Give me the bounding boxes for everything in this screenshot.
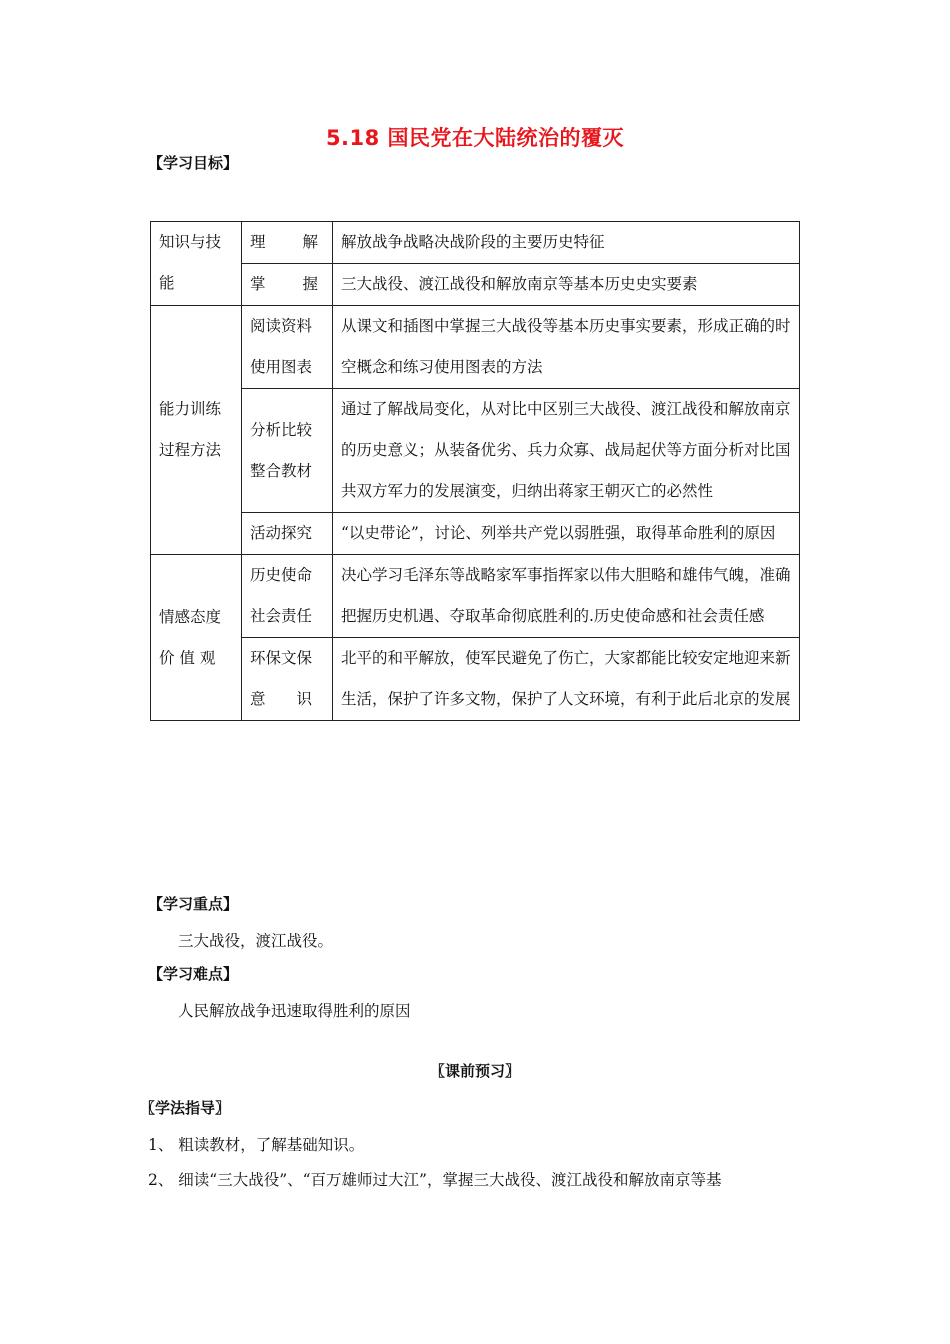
row-label: 历史使命社会责任 (242, 555, 333, 638)
table-row (151, 638, 800, 721)
row-label: 分析比较整合教材 (242, 389, 333, 513)
row-content: 北平的和平解放，使军民避免了伤亡，大家都能比较安定地迎来新生活，保护了许多文物，保护了人文环境，有利于此后北京的发展 (333, 638, 800, 721)
goals-heading: 【学习目标】 (148, 154, 239, 172)
table-row (151, 222, 800, 264)
method-item: 2、 细读“三大战役”、“百万雄师过大江”，掌握三大战役、渡江战役和解放南京等基 (148, 1171, 722, 1189)
category-emotion: 情感态度价 值 观 (151, 555, 242, 721)
row-label: 环保文保意 识 (242, 638, 333, 721)
table-row (151, 513, 800, 555)
row-content: 通过了解战局变化，从对比中区别三大战役、渡江战役和解放南京的历史意义；从装备优劣、兵力众寡、战局起伏等方面分析对比国共双方军力的发展演变，归纳出蒋家王朝灭亡的必然性 (333, 389, 800, 513)
page-title: 5.18 国民党在大陆统治的覆灭 (325, 126, 625, 150)
row-content: 决心学习毛泽东等战略家军事指挥家以伟大胆略和雄伟气魄，准确把握历史机遇、夺取革命彻底胜利的.历史使命感和社会责任感 (333, 555, 800, 638)
category-ability: 能力训练过程方法 (151, 306, 242, 555)
row-content: 三大战役、渡江战役和解放南京等基本历史史实要素 (333, 264, 800, 306)
category-knowledge: 知识与技能 (151, 222, 242, 306)
learning-goals-table (150, 221, 800, 721)
table-row (151, 306, 800, 389)
table-row (151, 264, 800, 306)
row-content: 解放战争战略决战阶段的主要历史特征 (333, 222, 800, 264)
row-content: 从课文和插图中掌握三大战役等基本历史事实要素，形成正确的时空概念和练习使用图表的方法 (333, 306, 800, 389)
key-points-text: 三大战役，渡江战役。 (178, 932, 334, 950)
difficulty-heading: 【学习难点】 (148, 965, 239, 983)
row-label: 阅读资料使用图表 (242, 306, 333, 389)
table-row (151, 555, 800, 638)
difficulty-text: 人民解放战争迅速取得胜利的原因 (178, 1002, 411, 1020)
preview-heading: 〖课前预习〗 (429, 1062, 520, 1080)
method-heading: 〖学法指导〗 (140, 1099, 231, 1117)
row-label: 掌 握 (242, 264, 333, 306)
method-item: 1、 粗读教材，了解基础知识。 (148, 1136, 365, 1154)
row-label: 理 解 (242, 222, 333, 264)
row-content: “以史带论”，讨论、列举共产党以弱胜强，取得革命胜利的原因 (333, 513, 800, 555)
key-points-heading: 【学习重点】 (148, 895, 239, 913)
row-label: 活动探究 (242, 513, 333, 555)
table-row (151, 389, 800, 513)
